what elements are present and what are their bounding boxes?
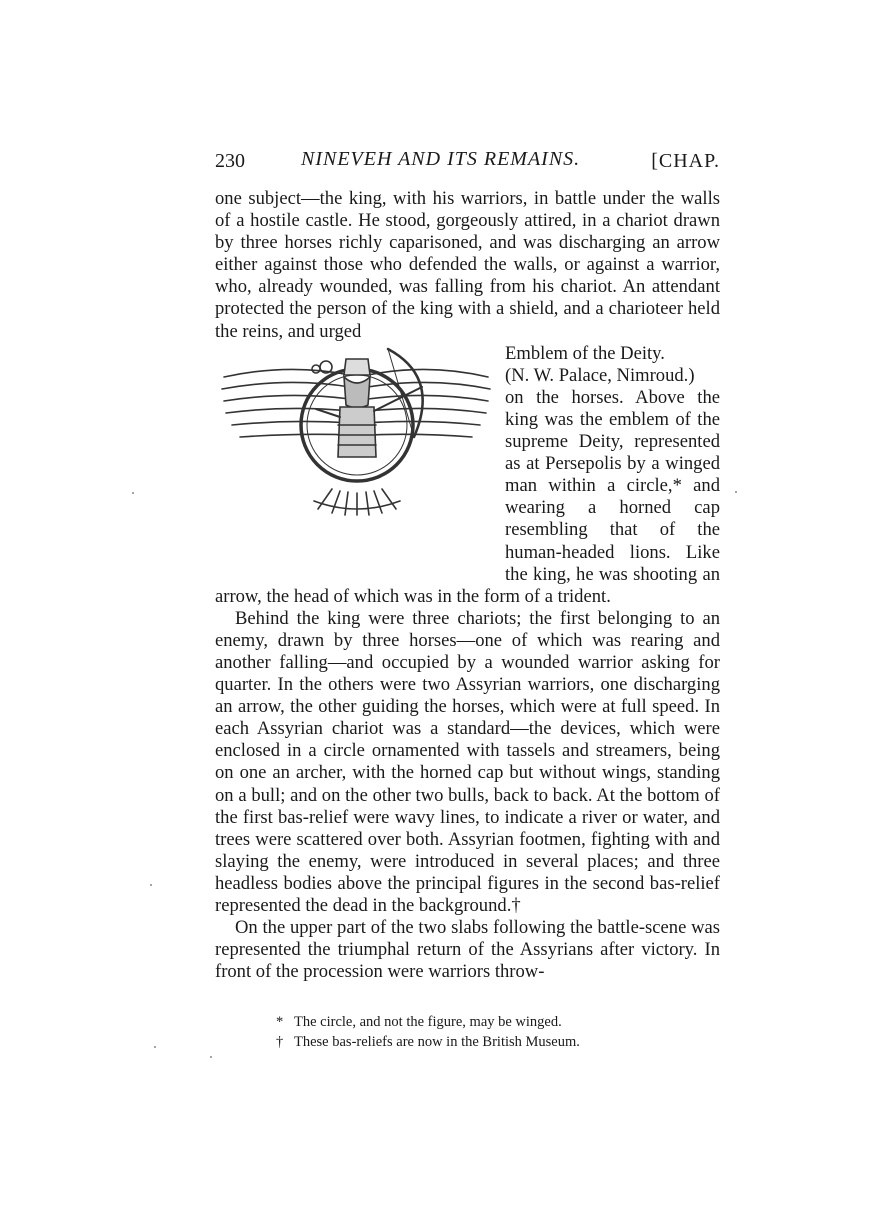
paper-speck (210, 1056, 212, 1058)
winged-deity-illustration (218, 347, 494, 517)
paper-speck (150, 884, 152, 886)
footnote-text: These bas-reliefs are now in the British Museum. (294, 1034, 580, 1050)
caption-line-1: Emblem of the Deity. (505, 342, 665, 364)
footnote-mark: * (276, 1014, 284, 1030)
running-title: NINEVEH AND ITS REMAINS. (301, 148, 581, 170)
footnote-text: The circle, and not the figure, may be winged. (294, 1014, 562, 1030)
paper-speck (132, 492, 134, 494)
body-text (215, 188, 720, 983)
paragraph-2: Behind the king were three chariots; the first belonging to an enemy, drawn by three horses—one of which was rearing and another falling—and occupied by a wounded warrior asking for quarter. In the others were two Assyrian warriors, one discharging an arrow, the other guiding the horses, which were at full speed. In each Assyrian chariot was a standard—the devices, which were enclosed in a circle ornamented with tassels and streamers, being on one an archer, with the horned cap but without wings, standing on a bull; and on the other two bulls, back to back. At the bottom of the first bas-relief were wavy lines, to indicate a river or water, and trees were scattered over both. Assyrian footmen, fighting with and slaying the enemy, were introduced in several places; and three headless bodies above the principal figures in the second bas-relief represented the dead in the background.† (215, 607, 720, 916)
footnote-mark: † (276, 1034, 284, 1050)
footnote-2 (276, 1032, 696, 1052)
page-number: 230 (215, 150, 245, 172)
footnotes (276, 1012, 696, 1052)
paragraph-lead-in (215, 188, 720, 343)
paragraph-3: On the upper part of the two slabs following the battle-scene was represented the triumphal return of the Assyrians after victory. In front of the procession were warriors throw- (215, 917, 720, 983)
caption-line-2: (N. W. Palace, Nimroud.) (505, 364, 695, 386)
paper-speck (154, 1046, 156, 1048)
footnote-1 (276, 1012, 696, 1032)
chapter-label: [CHAP. (651, 150, 720, 172)
figure-emblem-of-deity (215, 343, 497, 565)
paper-speck (735, 491, 737, 493)
running-head (215, 148, 720, 176)
lead-in-text: one subject—the king, with his warriors, in battle under the walls of a hostile castle. He stood, gorgeously attired, in a chariot drawn by three horses richly caparisoned, and was discharging an arrow either against those who defended the walls, or against a warrior, who, already wounded, was falling from his chariot. An attendant protected the person of the king with a shield, and a charioteer held the reins, and urged (215, 188, 720, 342)
figure-wrap-text: on the horses. Above the king was the emblem of the supreme Deity, represented as at Persepolis by a winged man within a circle,* and wearing a horned cap resembling that of the human-headed lions. Like the king, he was shooting an arrow, the head of which was in the form of a trident. (215, 386, 720, 607)
